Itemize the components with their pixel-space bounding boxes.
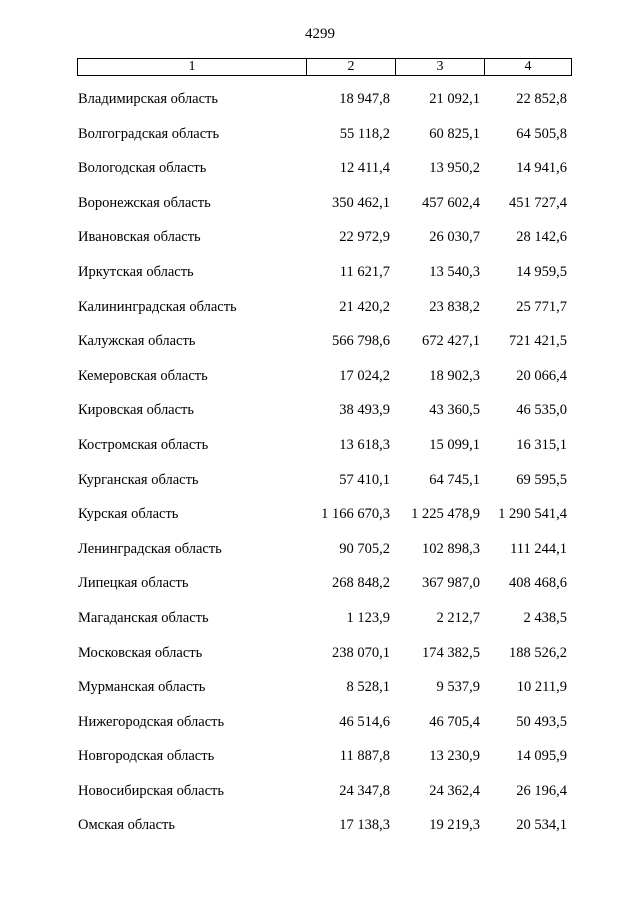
- value-col-4: 22 852,8: [516, 91, 567, 107]
- table-row: [0, 329, 640, 364]
- value-col-2: 12 411,4: [339, 160, 390, 177]
- region-name: Курская область: [78, 506, 179, 523]
- value-col-2: 38 493,9: [339, 402, 390, 419]
- value-col-4: 14 959,5: [516, 263, 567, 280]
- table-row: [0, 156, 640, 191]
- table-row: [0, 260, 640, 295]
- value-col-3: 60 825,1: [429, 125, 480, 142]
- region-name: Калининградская область: [78, 298, 237, 315]
- value-col-2: 46 514,6: [339, 713, 390, 730]
- value-col-2: 1 166 670,3: [321, 506, 390, 523]
- value-col-3: 13 540,3: [429, 263, 480, 280]
- table-row: [0, 122, 640, 157]
- value-col-3: 13 950,2: [429, 160, 480, 177]
- value-col-2: 11 621,7: [339, 263, 390, 280]
- value-col-2: 350 462,1: [332, 194, 390, 211]
- value-col-4: 111 244,1: [510, 540, 567, 557]
- region-name: Кировская область: [78, 402, 195, 419]
- value-col-4: 188 526,2: [509, 644, 567, 661]
- value-col-2: 17 138,3: [339, 817, 390, 834]
- value-col-4: 46 535,0: [516, 402, 567, 419]
- value-col-2: 566 798,6: [332, 333, 390, 350]
- value-col-3: 457 602,4: [422, 194, 480, 211]
- value-col-4: 408 468,6: [509, 575, 567, 592]
- value-col-3: 13 230,9: [429, 748, 480, 765]
- region-name: Магаданская область: [78, 609, 209, 626]
- value-col-3: 64 745,1: [429, 471, 480, 488]
- value-col-3: 672 427,1: [422, 333, 480, 350]
- region-name: Кемеровская область: [78, 367, 208, 384]
- table-row: [0, 813, 640, 848]
- table-row: [0, 398, 640, 433]
- value-col-4: 14 095,9: [516, 748, 567, 765]
- region-name: Воронежская область: [78, 194, 211, 211]
- value-col-3: 19 219,3: [429, 817, 480, 834]
- table-body: [0, 87, 640, 848]
- region-name: Костромская область: [78, 436, 209, 453]
- value-col-2: 24 347,8: [339, 782, 390, 799]
- value-col-2: 13 618,3: [339, 436, 390, 453]
- region-name: Курганская область: [78, 471, 199, 488]
- value-col-4: 451 727,4: [509, 194, 567, 211]
- value-col-3: 367 987,0: [422, 575, 480, 592]
- region-name: Новосибирская область: [78, 782, 224, 799]
- region-name: Московская область: [78, 644, 203, 661]
- value-col-3: 21 092,1: [429, 91, 480, 107]
- region-name: Липецкая область: [78, 575, 189, 592]
- table-row: [0, 675, 640, 710]
- region-name: Ивановская область: [78, 229, 201, 246]
- value-col-4: 25 771,7: [516, 298, 567, 315]
- value-col-3: 15 099,1: [429, 436, 480, 453]
- region-name: Нижегородская область: [78, 713, 225, 730]
- value-col-2: 1 123,9: [346, 609, 390, 626]
- value-col-2: 11 887,8: [339, 748, 390, 765]
- region-name: Ленинградская область: [78, 540, 222, 557]
- value-col-2: 55 118,2: [339, 125, 390, 142]
- region-name: Мурманская область: [78, 679, 206, 696]
- table-row: [0, 744, 640, 779]
- table-row: [0, 364, 640, 399]
- value-col-4: 14 941,6: [516, 160, 567, 177]
- value-col-4: 50 493,5: [516, 713, 567, 730]
- value-col-3: 102 898,3: [422, 540, 480, 557]
- region-name: Иркутская область: [78, 263, 194, 280]
- value-col-2: 17 024,2: [339, 367, 390, 384]
- value-col-2: 8 528,1: [346, 679, 390, 696]
- value-col-2: 268 848,2: [332, 575, 390, 592]
- region-name: Новгородская область: [78, 748, 215, 765]
- table-row: [0, 641, 640, 676]
- value-col-4: 20 534,1: [516, 817, 567, 834]
- column-header-2: 2: [306, 59, 395, 75]
- value-col-3: 24 362,4: [429, 782, 480, 799]
- value-col-3: 23 838,2: [429, 298, 480, 315]
- value-col-3: 46 705,4: [429, 713, 480, 730]
- value-col-3: 43 360,5: [429, 402, 480, 419]
- value-col-4: 16 315,1: [516, 436, 567, 453]
- table-row: [0, 225, 640, 260]
- column-header-3: 3: [395, 59, 484, 75]
- table-row: [0, 191, 640, 226]
- value-col-4: 26 196,4: [516, 782, 567, 799]
- region-name: Владимирская область: [78, 91, 218, 107]
- region-name: Волгоградская область: [78, 125, 220, 142]
- value-col-4: 20 066,4: [516, 367, 567, 384]
- column-header-4: 4: [484, 59, 571, 75]
- value-col-4: 10 211,9: [516, 679, 567, 696]
- value-col-4: 2 438,5: [523, 609, 567, 626]
- value-col-2: 18 947,8: [339, 91, 390, 107]
- table-row: [0, 606, 640, 641]
- table-row: [0, 295, 640, 330]
- value-col-2: 57 410,1: [339, 471, 390, 488]
- value-col-4: 69 595,5: [516, 471, 567, 488]
- table-header: [77, 58, 572, 76]
- value-col-3: 18 902,3: [429, 367, 480, 384]
- value-col-3: 1 225 478,9: [411, 506, 480, 523]
- value-col-2: 22 972,9: [339, 229, 390, 246]
- page-number: 4299: [305, 26, 335, 42]
- value-col-3: 2 212,7: [436, 609, 480, 626]
- value-col-2: 90 705,2: [339, 540, 390, 557]
- region-name: Омская область: [78, 817, 175, 834]
- value-col-2: 21 420,2: [339, 298, 390, 315]
- table-row: [0, 502, 640, 537]
- table-row: [0, 710, 640, 745]
- table-row: [0, 571, 640, 606]
- value-col-4: 721 421,5: [509, 333, 567, 350]
- value-col-3: 26 030,7: [429, 229, 480, 246]
- table-row: [0, 779, 640, 814]
- table-row: [0, 433, 640, 468]
- value-col-2: 238 070,1: [332, 644, 390, 661]
- value-col-3: 9 537,9: [436, 679, 480, 696]
- value-col-3: 174 382,5: [422, 644, 480, 661]
- table-row: [0, 468, 640, 503]
- column-header-1: 1: [188, 59, 196, 74]
- table-row: [0, 87, 640, 122]
- region-name: Вологодская область: [78, 160, 207, 177]
- table-row: [0, 537, 640, 572]
- value-col-4: 64 505,8: [516, 125, 567, 142]
- value-col-4: 1 290 541,4: [498, 506, 567, 523]
- region-name: Калужская область: [78, 333, 196, 350]
- value-col-4: 28 142,6: [516, 229, 567, 246]
